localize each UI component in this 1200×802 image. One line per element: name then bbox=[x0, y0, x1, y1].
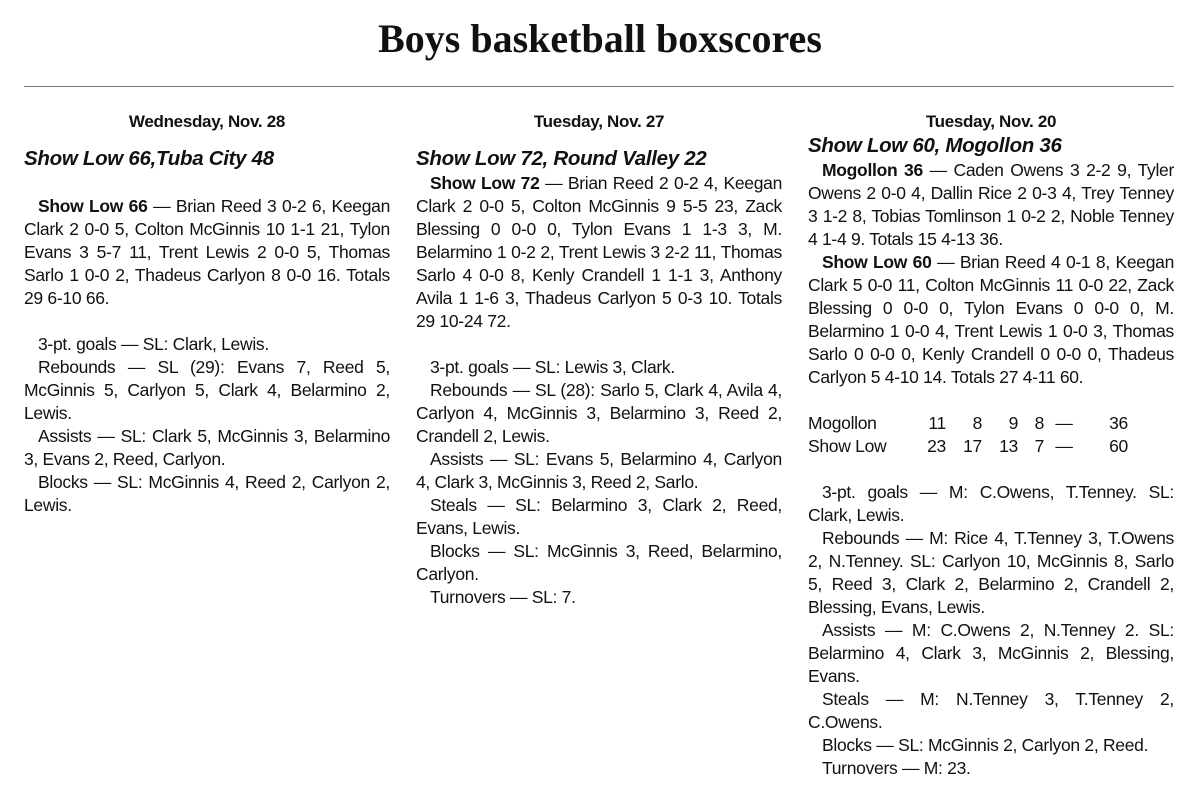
stat-line: 3-pt. goals — SL: Lewis 3, Clark. bbox=[430, 357, 675, 377]
linescore-q4: 7 bbox=[1034, 436, 1044, 456]
linescore-q3: 9 bbox=[1008, 413, 1018, 433]
linescore-q4: 8 bbox=[1034, 413, 1044, 433]
stat-line: Assists — SL: Evans 5, Belarmino 4, Carlyon 4, Clark 3, McGinnis 3, Reed 2, Sarlo. bbox=[416, 449, 782, 492]
title-divider bbox=[24, 86, 1174, 87]
game-date: Wednesday, Nov. 28 bbox=[128, 112, 286, 131]
linescore-q3: 13 bbox=[999, 436, 1018, 456]
stat-line: 3-pt. goals — SL: Clark, Lewis. bbox=[38, 334, 269, 354]
stat-line: Turnovers — M: 23. bbox=[822, 758, 971, 778]
team-boxscore-mogollon bbox=[808, 159, 1174, 251]
stat-line: Rebounds — M: Rice 4, T.Tenney 3, T.Owens 2, N.Tenney. SL: Carlyon 10, McGinnis 8, Sarlo 5, Reed 3, Clark 2, Belarmino 2, Crandell 2, Blessing, Evans, Lewis. bbox=[808, 528, 1174, 617]
linescore-total: 36 bbox=[1109, 413, 1128, 433]
game-headline: Show Low 72, Round Valley 22 bbox=[416, 147, 707, 170]
stat-line: Turnovers — SL: 7. bbox=[430, 587, 576, 607]
team-boxscore-showlow bbox=[808, 251, 1174, 389]
linescore-row bbox=[808, 412, 1128, 435]
team-players: — Brian Reed 4 0-1 8, Keegan Clark 5 0-0 11, Colton McGinnis 11 0-0 22, Zack Blessing 0 0-0 0, Tylon Evans 0 0-0 0, M. Belarmino 1 0-0 4, Trent Lewis 1 0-0 3, Thomas Sarlo 0 0-0 0, Kenly Crandell 0 0-0 0, Thadeus Carlyon 5 4-10 14. Totals 27 4-11 60. bbox=[808, 252, 1175, 387]
game-headline: Show Low 66,Tuba City 48 bbox=[24, 147, 274, 170]
team-players: — Caden Owens 3 2-2 9, Tyler Owens 2 0-0 4, Dallin Rice 2 0-3 4, Trey Tenney 3 1-2 8, Tobias Tomlinson 1 0-2 2, Noble Tenney 4 1-4 9. Totals 15 4-13 36. bbox=[808, 160, 1174, 249]
team-label: Show Low 72 bbox=[430, 173, 540, 193]
stat-line: Rebounds — SL (29): Evans 7, Reed 5, McGinnis 5, Carlyon 5, Clark 4, Belarmino 2, Lewis. bbox=[24, 357, 390, 423]
stat-line: Blocks — SL: McGinnis 2, Carlyon 2, Reed. bbox=[822, 735, 1149, 755]
team-boxscore bbox=[416, 172, 782, 333]
linescore-dash: — bbox=[1055, 436, 1073, 456]
stat-line: Blocks — SL: McGinnis 4, Reed 2, Carlyon 2, Lewis. bbox=[24, 472, 390, 515]
stat-line: Steals — M: N.Tenney 3, T.Tenney 2, C.Owens. bbox=[808, 689, 1174, 732]
stat-line: Blocks — SL: McGinnis 3, Reed, Belarmino, Carlyon. bbox=[416, 541, 782, 584]
linescore-row bbox=[808, 435, 1128, 458]
team-boxscore bbox=[24, 195, 390, 310]
boxscore-column-nov27 bbox=[416, 110, 782, 609]
stat-line: Steals — SL: Belarmino 3, Clark 2, Reed, Evans, Lewis. bbox=[416, 495, 782, 538]
linescore-team: Mogollon bbox=[808, 413, 877, 433]
boxscore-column-nov28 bbox=[24, 110, 390, 517]
game-date: Tuesday, Nov. 20 bbox=[925, 112, 1057, 131]
stat-line: Assists — SL: Clark 5, McGinnis 3, Belarmino 3, Evans 2, Reed, Carlyon. bbox=[24, 426, 390, 469]
team-label: Show Low 60 bbox=[822, 252, 932, 272]
team-players: — Brian Reed 2 0-2 4, Keegan Clark 2 0-0 5, Colton McGinnis 9 5-5 23, Zack Blessing 0 0-0 0, Tylon Evans 1 1-3 3, M. Belarmino 1 0-2 2, Trent Lewis 3 2-2 11, Thomas Sarlo 4 0-0 8, Kenly Crandell 1 1-1 3, Anthony Avila 1 1-6 3, Thadeus Carlyon 5 0-3 10. Totals 29 10-24 72. bbox=[416, 173, 783, 331]
game-headline: Show Low 60, Mogollon 36 bbox=[808, 134, 1062, 157]
linescore-q1: 11 bbox=[928, 413, 946, 433]
stat-line: Assists — M: C.Owens 2, N.Tenney 2. SL: Belarmino 4, Clark 3, McGinnis 2, Blessing, Evans. bbox=[808, 620, 1174, 686]
linescore-q2: 17 bbox=[963, 436, 982, 456]
linescore-team: Show Low bbox=[808, 436, 887, 456]
linescore-dash: — bbox=[1055, 413, 1073, 433]
team-players: — Brian Reed 3 0-2 6, Keegan Clark 2 0-0 5, Colton McGinnis 10 1-1 21, Tylon Evans 3 5-7 11, Trent Lewis 2 0-0 5, Thomas Sarlo 1 0-0 2, Thadeus Carlyon 8 0-0 16. Totals 29 6-10 66. bbox=[24, 196, 391, 308]
boxscore-column-nov20 bbox=[808, 110, 1174, 780]
page-title: Boys basketball boxscores bbox=[378, 16, 822, 61]
linescore-q1: 23 bbox=[927, 436, 946, 456]
team-label: Show Low 66 bbox=[38, 196, 148, 216]
linescore-table bbox=[808, 412, 1128, 458]
linescore-total: 60 bbox=[1109, 436, 1128, 456]
linescore-q2: 8 bbox=[972, 413, 982, 433]
stat-line: Rebounds — SL (28): Sarlo 5, Clark 4, Avila 4, Carlyon 4, McGinnis 3, Belarmino 3, Reed 2, Crandell 2, Lewis. bbox=[416, 380, 782, 446]
game-date: Tuesday, Nov. 27 bbox=[533, 112, 665, 131]
stat-line: 3-pt. goals — M: C.Owens, T.Tenney. SL: Clark, Lewis. bbox=[808, 482, 1174, 525]
team-label: Mogollon 36 bbox=[822, 160, 923, 180]
